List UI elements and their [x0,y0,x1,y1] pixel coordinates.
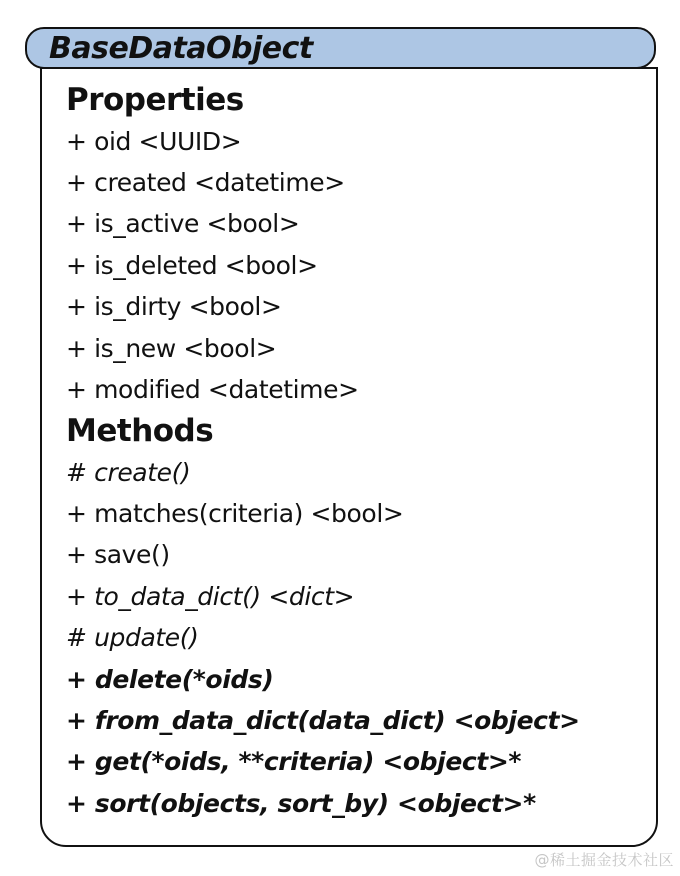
property-row: + is_new <bool> [66,333,277,363]
property-row: + is_active <bool> [66,209,300,239]
class-title: BaseDataObject [49,30,313,66]
section-heading-properties: Properties [66,81,244,118]
method-row: + matches(criteria) <bool> [66,499,404,529]
watermark: @稀土掘金技术社区 [534,851,674,869]
method-row: + get(*oids, **criteria) <object>* [66,747,522,777]
section-heading-methods: Methods [66,412,214,449]
class-header [25,27,656,69]
property-row: + is_deleted <bool> [66,250,318,280]
method-row: + from_data_dict(data_dict) <object> [66,706,580,736]
method-row: + save() [66,540,170,570]
property-row: + modified <datetime> [66,374,359,404]
property-row: + is_dirty <bool> [66,292,282,322]
property-row: + oid <UUID> [66,126,242,156]
class-body [40,67,658,847]
property-row: + created <datetime> [66,167,345,197]
method-row: # create() [66,457,191,487]
method-row: + to_data_dict() <dict> [66,581,355,611]
method-row: + sort(objects, sort_by) <object>* [66,788,536,818]
method-row: + delete(*oids) [66,664,274,694]
method-row: # update() [66,623,199,653]
